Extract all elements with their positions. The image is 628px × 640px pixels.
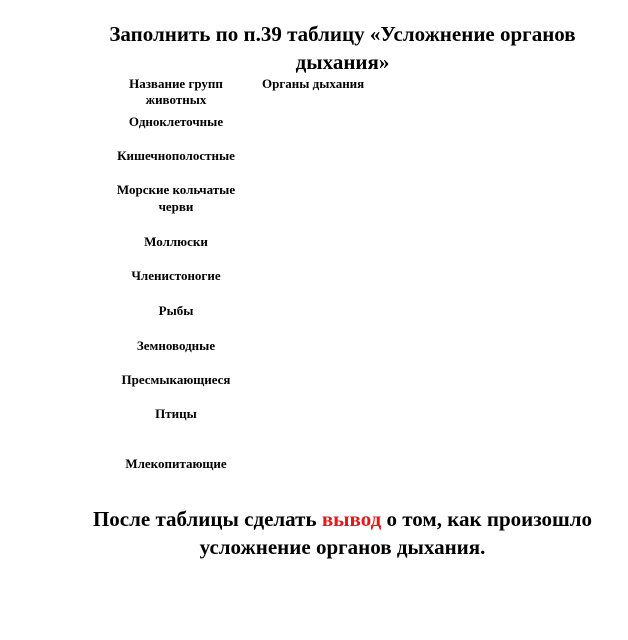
conclusion-text-before: После таблицы сделать [92, 507, 322, 531]
table-row-group: Млекопитающие [125, 456, 227, 471]
table-row-group: Одноклеточные [128, 114, 224, 129]
conclusion-text-after: о том, как произошло усложнение органов дыхания. [199, 507, 593, 559]
column-header-groups: Название групп животных [129, 76, 223, 107]
table-row-group: Кишечнополостные [117, 148, 235, 163]
table-row-group: Земноводные [136, 338, 216, 353]
page-title: Заполнить по п.39 таблицу «Усложнение органов дыхания» [109, 22, 576, 74]
conclusion-instruction [90, 505, 595, 561]
table-row-group: Членистоногие [131, 268, 221, 283]
table-row-group: Пресмыкающиеся [121, 372, 231, 387]
table-row-group: Морские кольчатые черви [116, 182, 236, 214]
table-row-group: Моллюски [144, 234, 208, 249]
conclusion-accent-word: вывод [321, 507, 382, 531]
column-header-organs: Органы дыхания [262, 76, 365, 91]
table-row-group: Птицы [155, 406, 197, 421]
table-row-group: Рыбы [158, 303, 194, 318]
